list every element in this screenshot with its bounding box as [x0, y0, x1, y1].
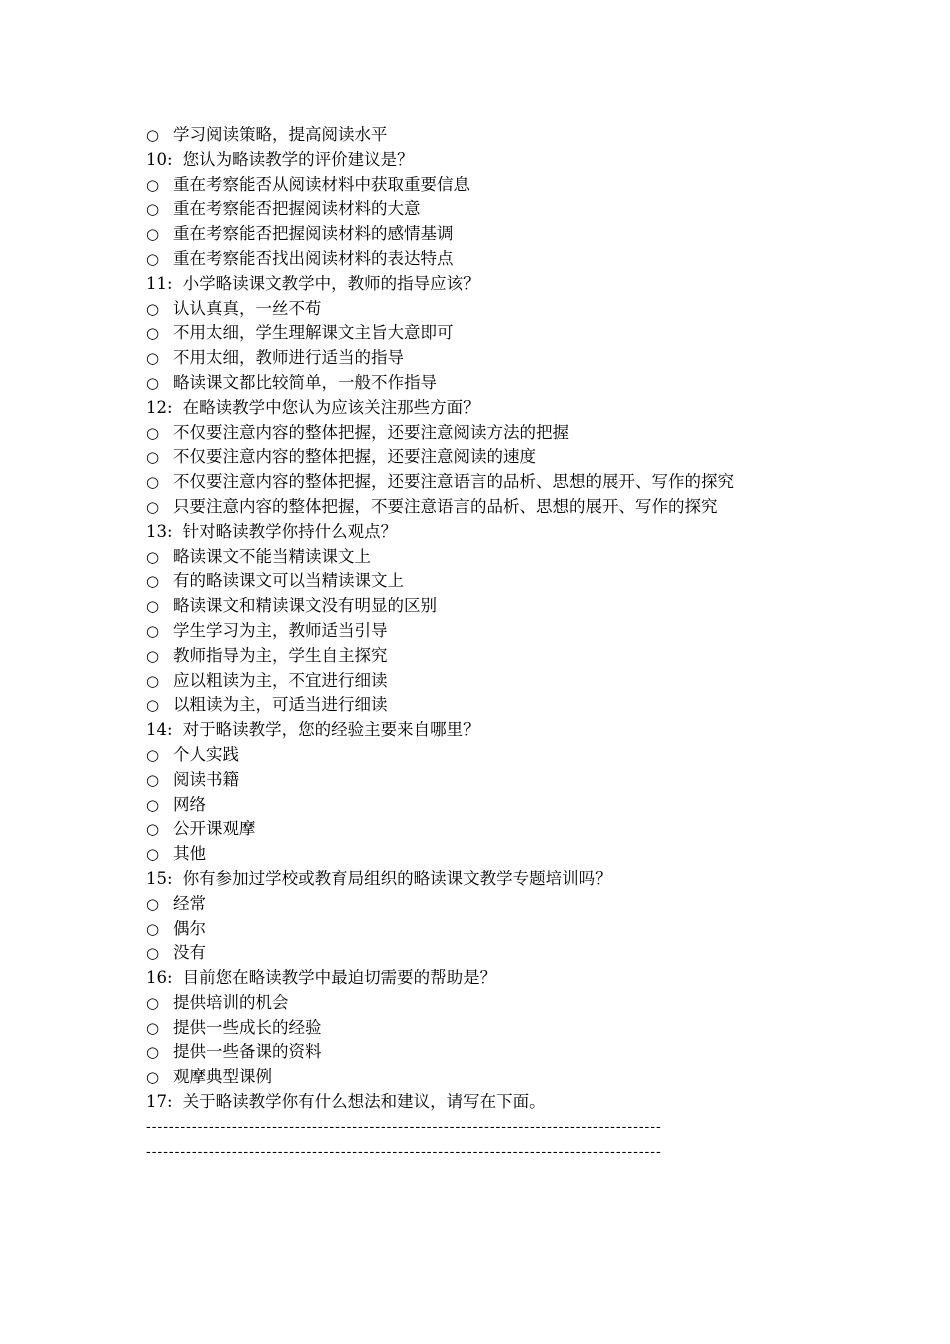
radio-circle-icon: ○ [146, 373, 160, 392]
radio-circle-icon: ○ [146, 547, 160, 566]
option-text: 不仅要注意内容的整体把握，还要注意阅读方法的把握 [173, 422, 569, 442]
option-item [146, 173, 836, 198]
radio-circle-icon: ○ [146, 894, 160, 913]
question-number: 10: [146, 149, 173, 169]
question-heading [146, 396, 836, 421]
radio-circle-icon: ○ [146, 200, 160, 219]
question-text: 目前您在略读教学中最迫切需要的帮助是？ [182, 968, 497, 988]
question-number: 17: [146, 1092, 173, 1112]
radio-circle-icon: ○ [146, 473, 160, 492]
option-text: 重在考察能否把握阅读材料的大意 [173, 199, 421, 219]
option-item [146, 644, 836, 669]
option-text: 略读课文都比较简单，一般不作指导 [173, 372, 437, 392]
radio-circle-icon: ○ [146, 646, 160, 665]
survey-page [146, 123, 836, 1164]
option-item [146, 123, 836, 148]
option-text: 学生学习为主，教师适当引导 [173, 620, 388, 640]
radio-circle-icon: ○ [146, 1018, 160, 1037]
radio-circle-icon: ○ [146, 770, 160, 789]
radio-circle-icon: ○ [146, 795, 160, 814]
radio-circle-icon: ○ [146, 745, 160, 764]
radio-circle-icon: ○ [146, 696, 160, 715]
radio-circle-icon: ○ [146, 448, 160, 467]
option-item [146, 297, 836, 322]
option-item [146, 1040, 836, 1065]
option-item [146, 470, 836, 495]
question-number: 13: [146, 521, 173, 541]
option-text: 重在考察能否找出阅读材料的表达特点 [173, 248, 454, 268]
radio-circle-icon: ○ [146, 299, 160, 318]
option-item [146, 371, 836, 396]
option-text: 网络 [173, 794, 206, 814]
radio-circle-icon: ○ [146, 944, 160, 963]
question-heading [146, 718, 836, 743]
option-item [146, 421, 836, 446]
radio-circle-icon: ○ [146, 423, 160, 442]
option-item [146, 321, 836, 346]
option-text: 不用太细，教师进行适当的指导 [173, 348, 404, 368]
radio-circle-icon: ○ [146, 621, 160, 640]
option-item [146, 619, 836, 644]
question-text: 对于略读教学，您的经验主要来自哪里？ [182, 720, 480, 740]
radio-circle-icon: ○ [146, 225, 160, 244]
option-item [146, 669, 836, 694]
question-number: 14: [146, 720, 173, 740]
option-item [146, 693, 836, 718]
option-item [146, 247, 836, 272]
radio-circle-icon: ○ [146, 1068, 160, 1087]
question-heading [146, 867, 836, 892]
option-item [146, 1065, 836, 1090]
option-text: 只要注意内容的整体把握，不要注意语言的品析、思想的展开、写作的探究 [173, 496, 718, 516]
option-item [146, 197, 836, 222]
radio-circle-icon: ○ [146, 671, 160, 690]
radio-circle-icon: ○ [146, 993, 160, 1012]
option-item [146, 569, 836, 594]
radio-circle-icon: ○ [146, 597, 160, 616]
option-text: 经常 [173, 893, 206, 913]
option-text: 其他 [173, 844, 206, 864]
option-text: 有的略读课文可以当精读课文上 [173, 571, 404, 591]
question-heading [146, 1090, 836, 1115]
radio-circle-icon: ○ [146, 820, 160, 839]
option-item [146, 892, 836, 917]
option-item [146, 917, 836, 942]
option-text: 重在考察能否从阅读材料中获取重要信息 [173, 174, 470, 194]
option-item [146, 222, 836, 247]
option-text: 学习阅读策略，提高阅读水平 [173, 125, 388, 144]
option-text: 偶尔 [173, 918, 206, 938]
option-item [146, 743, 836, 768]
option-text: 不用太细，学生理解课文主旨大意即可 [173, 323, 454, 343]
option-text: 应以粗读为主，不宜进行细读 [173, 670, 388, 690]
question-heading [146, 272, 836, 297]
question-heading [146, 520, 836, 545]
option-item [146, 1016, 836, 1041]
radio-circle-icon: ○ [146, 497, 160, 516]
option-text: 提供一些成长的经验 [173, 1017, 322, 1037]
radio-circle-icon: ○ [146, 919, 160, 938]
option-item [146, 445, 836, 470]
option-text: 略读课文不能当精读课文上 [173, 546, 371, 566]
option-item [146, 495, 836, 520]
question-text: 小学略读课文教学中，教师的指导应该？ [182, 273, 480, 293]
option-text: 认认真真，一丝不苟 [173, 298, 322, 318]
question-text: 你有参加过学校或教育局组织的略读课文教学专题培训吗？ [182, 868, 612, 888]
radio-circle-icon: ○ [146, 175, 160, 194]
radio-circle-icon: ○ [146, 249, 160, 268]
question-text: 在略读教学中您认为应该关注那些方面？ [182, 397, 480, 417]
option-text: 没有 [173, 943, 206, 963]
question-heading [146, 148, 836, 173]
option-text: 观摩典型课例 [173, 1067, 272, 1087]
option-item [146, 346, 836, 371]
radio-circle-icon: ○ [146, 324, 160, 343]
answer-blank-line: ------------------------------------------------------------------------------------------ [146, 1143, 662, 1160]
option-item [146, 941, 836, 966]
option-text: 不仅要注意内容的整体把握，还要注意阅读的速度 [173, 447, 536, 467]
option-text: 提供培训的机会 [173, 992, 289, 1012]
question-text: 关于略读教学你有什么想法和建议，请写在下面。 [182, 1092, 546, 1112]
option-item [146, 842, 836, 867]
option-text: 略读课文和精读课文没有明显的区别 [173, 596, 437, 616]
question-number: 11: [146, 273, 173, 293]
option-item [146, 991, 836, 1016]
option-item [146, 817, 836, 842]
option-text: 公开课观摩 [173, 819, 256, 839]
question-number: 12: [146, 397, 173, 417]
option-text: 阅读书籍 [173, 769, 239, 789]
radio-circle-icon: ○ [146, 1043, 160, 1062]
option-text: 重在考察能否把握阅读材料的感情基调 [173, 224, 454, 244]
radio-circle-icon: ○ [146, 572, 160, 591]
option-text: 以粗读为主，可适当进行细读 [173, 695, 388, 715]
answer-blank-line: ------------------------------------------------------------------------------------------ [146, 1118, 662, 1135]
question-text: 针对略读教学你持什么观点？ [182, 521, 398, 541]
option-item [146, 545, 836, 570]
option-text: 教师指导为主，学生自主探究 [173, 645, 388, 665]
option-text: 提供一些备课的资料 [173, 1042, 322, 1062]
question-number: 15: [146, 868, 173, 888]
question-number: 16: [146, 968, 173, 988]
option-item [146, 793, 836, 818]
question-text: 您认为略读教学的评价建议是？ [182, 149, 414, 169]
option-text: 不仅要注意内容的整体把握，还要注意语言的品析、思想的展开、写作的探究 [173, 472, 734, 492]
option-item [146, 594, 836, 619]
option-text: 个人实践 [173, 744, 239, 764]
radio-circle-icon: ○ [146, 845, 160, 864]
radio-circle-icon: ○ [146, 349, 160, 368]
question-heading [146, 966, 836, 991]
option-item [146, 768, 836, 793]
radio-circle-icon: ○ [146, 126, 160, 144]
